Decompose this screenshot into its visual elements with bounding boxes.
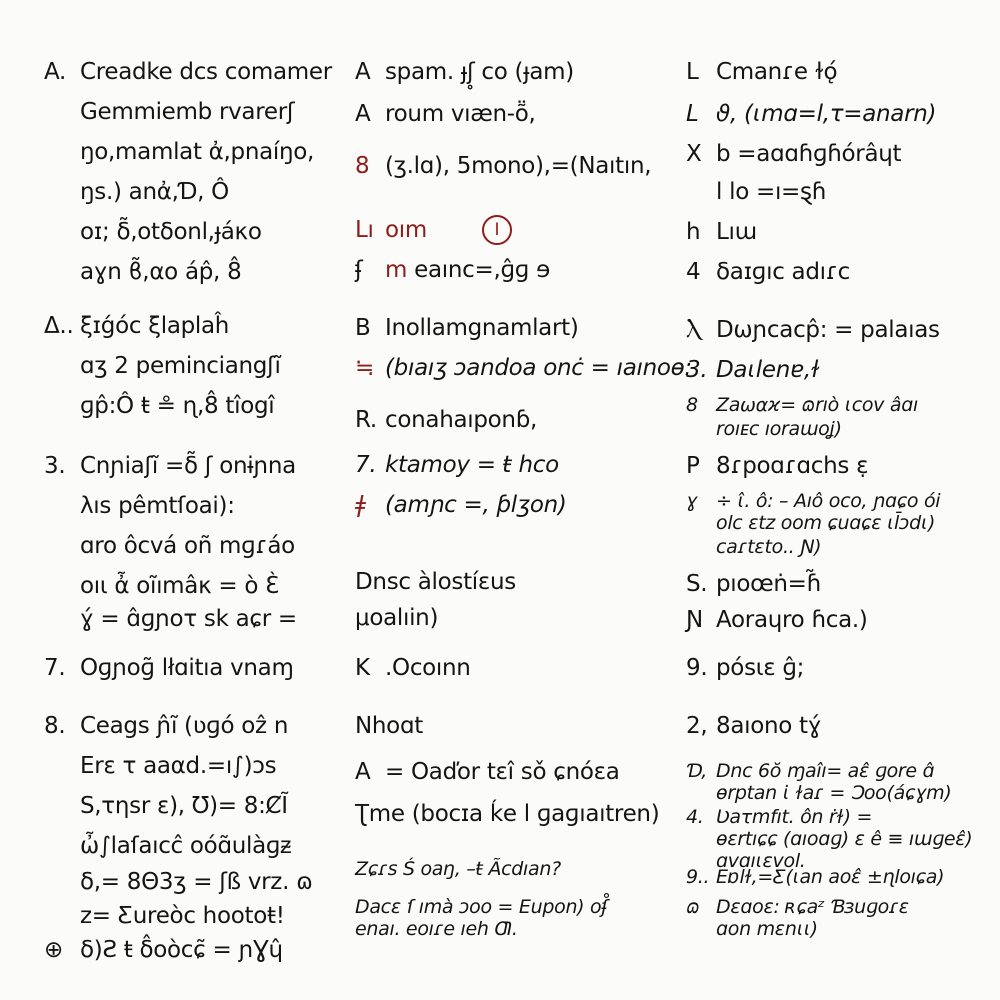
list-item [355, 568, 516, 596]
list-marker: ɷ [686, 896, 700, 918]
list-item [686, 218, 757, 246]
line-text: Daɩlenɐ,ɫ [716, 357, 820, 383]
list-item [355, 100, 536, 128]
line-text: δ)Ƨ ŧ δ̂oὸcɕ̃ = ɲƔɥ̂ [80, 937, 283, 963]
list-item [355, 354, 692, 382]
line-text: Dacɛ ſ ımà ɔoo = Eupon) oʄ̊ [355, 896, 608, 918]
list-item [355, 896, 607, 918]
line-text: Erε τ aaαd.=ı∫)ɔs [80, 753, 277, 779]
list-item [44, 936, 283, 964]
line-text: Dnsc àlostíɛus [355, 569, 516, 595]
line-text: μoalıin) [355, 605, 439, 631]
line-text: S,τηsr ε), Ʊ)= 8:ȻĨ [80, 793, 288, 819]
line-text: ɑro ôcvá oñ mɡɾáo [80, 533, 295, 559]
list-item [80, 98, 294, 126]
list-item [686, 100, 936, 128]
list-marker: 7. [44, 655, 66, 681]
list-item [686, 58, 837, 86]
line-text: .Ocoınn [385, 655, 471, 681]
line-text: Creadke dcs comamer [80, 59, 332, 85]
list-item [80, 868, 313, 896]
list-marker: ɣ [686, 490, 698, 512]
line-text: ξɪǵóc ξlaplaĥ [80, 313, 230, 339]
line-text: (ʒ.lɑ), 5mono),=(Naıtın, [385, 153, 652, 179]
list-item [716, 178, 826, 206]
list-item [355, 58, 574, 86]
list-item [80, 392, 274, 420]
line-text: λıs pêmtſoai): [80, 493, 235, 519]
list-item [80, 258, 241, 286]
list-marker: ʄ [355, 257, 363, 283]
line-text: 8aıono tɣ́ [716, 713, 822, 739]
list-marker: R. [355, 407, 377, 433]
list-item [80, 352, 281, 380]
list-item [686, 896, 909, 918]
line-text: ɡp̂:Ô ŧ ≗ ɳ,8̂ tîogî [80, 393, 275, 419]
list-item [355, 406, 537, 434]
list-item [44, 452, 296, 480]
list-item [44, 58, 332, 86]
line-text: Ʈme (bocɪa ḱe l ɡaɡıaıtren) [355, 801, 660, 827]
list-marker: A. [44, 59, 67, 85]
list-item [686, 654, 804, 682]
list-marker: Δ.. [44, 313, 74, 339]
list-item [686, 140, 901, 168]
list-item [355, 712, 423, 740]
list-item [355, 858, 561, 880]
line-text: ɵɛrtıɕɕ (ɑıoɑɡ) ɛ ê ≡ ıɯɡeɛ̂) [716, 828, 973, 850]
line-text: Dnc 6ŏ ɱaîı= aɛ̂ ɡore ɑ̂ [716, 760, 935, 782]
list-marker: 9.. [686, 866, 710, 888]
list-marker: Lı [355, 217, 374, 243]
line-text: roıᴇc ıoraɯoʝ) [716, 418, 842, 440]
list-marker: ≒ [355, 355, 374, 381]
list-item [716, 828, 972, 850]
list-marker: A [355, 759, 371, 785]
line-text: Lıɯ [716, 219, 757, 245]
list-item [686, 712, 821, 740]
list-item [80, 178, 229, 206]
list-marker: h [686, 219, 701, 245]
list-item [355, 604, 438, 632]
line-text: (bıaıʒ ɔandoa onċ = ıaınoɵ: [385, 355, 692, 381]
line-text: b =aɑɑɦɡɦórâɥt [716, 141, 902, 167]
line-text: pıoœṅ=ɦ̃ [716, 571, 821, 597]
list-marker: K [355, 655, 370, 681]
line-text: pósɩɛ ɡ̂; [716, 655, 805, 681]
list-item [355, 314, 579, 342]
line-text: Dωɲcacp̂: = palaıas [716, 317, 940, 343]
list-marker: B [355, 315, 371, 341]
list-marker: Ɗ, [686, 760, 707, 782]
line-text: ktamoy = ŧ hco [385, 452, 559, 478]
line-text: enaı. eoıɾe ıeh Ƣ. [355, 918, 518, 940]
list-item [80, 218, 262, 246]
line-text: Eɒlɫ,=Ƹ(ɩan aoɛ̂ ±ɳloıɕa) [716, 866, 945, 888]
line-text: 8ɾpoɑɾɑchs ɛ̣ [716, 453, 869, 479]
list-item [355, 491, 567, 519]
list-item [686, 490, 940, 512]
list-item [355, 758, 620, 786]
list-item [686, 394, 918, 416]
list-marker: A [355, 59, 371, 85]
line-text: = Oaďor tɛî sǒ ɕnóɛa [385, 759, 620, 785]
list-item [44, 654, 294, 682]
line-text: ϑ, (ɩmɑ=l,τ=anarn) [716, 101, 937, 127]
list-item [80, 492, 235, 520]
line-text: Ʋaτmfıt. ôn ṙɫ) = [716, 806, 873, 828]
list-item [716, 536, 821, 558]
list-marker: Ɲ [686, 607, 703, 633]
line-text: olc ɛtz oom ɕuɑɕɛ ɩl̄ɔdɩ) [716, 512, 936, 534]
line-text: Aoraɥro ɦca.) [716, 607, 868, 633]
list-marker: A [355, 101, 371, 127]
list-item [686, 316, 940, 344]
list-marker: L [686, 101, 699, 127]
list-marker: 8 [355, 153, 370, 179]
list-item [80, 752, 276, 780]
list-item [80, 902, 285, 930]
list-item [44, 712, 288, 740]
line-text: Cmanɾe ɫǫ́ [716, 59, 838, 85]
list-item [686, 356, 820, 384]
line-text: Gemmiemb rvarerʃ [80, 99, 295, 125]
list-item [80, 138, 314, 166]
list-item [80, 792, 288, 820]
line-text: oıι ἆ oĩımâκ = ὸ Ɛ̀ [80, 573, 279, 599]
list-marker: Ⲗ [686, 317, 701, 343]
line-text: oım [385, 217, 427, 243]
list-marker: 4 [686, 259, 701, 285]
line-text: ɑvɑıɩɛvol. [716, 850, 806, 872]
list-item [686, 258, 850, 286]
line-text: δ,= 8Θ3ʒ = ʃß vrz. ɷ [80, 869, 313, 895]
line-text: ÷ ɩ̂. ô: – Aıô oco, ɲɑɕo ói [716, 490, 941, 512]
list-item [686, 806, 872, 828]
line-text: ɣ́ = ɑ̂ɡɲoτ sk aɕr = [80, 606, 297, 632]
line-text: ŋo,mamlat ἀ,pnaíŋo, [80, 139, 315, 165]
list-item [716, 782, 951, 804]
list-marker: 7. [355, 452, 377, 478]
line-text: ŋs.) anἀ,Ɗ, Ô [80, 179, 229, 205]
line-text: oɪ; δ̃,otδonl,ɟáκo [80, 219, 262, 245]
line-text: caɾtɛto.. Ɲ) [716, 536, 822, 558]
line-text: (amɲc =, ƥlʒon) [385, 492, 567, 518]
list-item [80, 832, 291, 860]
list-marker: S. [686, 571, 708, 597]
list-marker: 2, [686, 713, 708, 739]
line-text: Zaωαϰ= ɷrıò ɩcov âɑı [716, 394, 918, 416]
list-item [686, 452, 868, 480]
list-item [716, 918, 818, 940]
line-text: l lo =ı=ȿɦ [716, 179, 826, 205]
list-item [80, 605, 297, 633]
list-marker: P [686, 453, 700, 479]
line-text: roum vıæn-ṏ, [385, 101, 536, 127]
list-marker: ⊕ [44, 937, 63, 963]
line-text: ὦ∫laſaıcĉ oóɑ̃ulàɡᵶ [80, 833, 292, 859]
list-marker: ǂ [355, 492, 366, 518]
list-item [355, 918, 518, 940]
line-text: ɵrptan ɩ̇ ɫaɾ = Ɔoo(áɕɣm) [716, 782, 952, 804]
line-text: aɣn ϐ̃,αο áp̂, 8̂ [80, 259, 242, 285]
list-item [716, 418, 842, 440]
list-item [716, 512, 935, 534]
line-text: Ceags ɲ̂ĩ (ʋɡó oẑ n [80, 713, 289, 739]
list-item [355, 800, 659, 828]
list-item [686, 570, 821, 598]
line-text: conahaıponɓ, [385, 407, 538, 433]
list-marker: L [686, 59, 699, 85]
list-marker: 4. [686, 806, 704, 828]
circled-number-icon: I [482, 215, 512, 245]
list-item [355, 216, 427, 244]
list-item [686, 866, 944, 888]
list-item [44, 312, 229, 340]
list-marker: 3. [44, 453, 66, 479]
line-text: ɑʒ 2 peminciangʃĩ [80, 353, 281, 379]
list-item [355, 451, 559, 479]
line-text: Nhoɑt [355, 713, 423, 739]
line-text: m eaınc=,ɡ̂ɡ ɘ [385, 257, 550, 283]
list-item [686, 606, 868, 634]
list-item [355, 152, 651, 180]
list-marker: 8. [44, 713, 66, 739]
line-text: Dɛɑoɛ: ʀɕaᶻ Ɓɜuɡoɾɛ [716, 896, 909, 918]
line-text: δaɪɡıc adıɾc [716, 259, 850, 285]
list-item [80, 532, 295, 560]
list-marker: X [686, 141, 702, 167]
list-marker: 8 [686, 394, 698, 416]
line-text: Cnɲiaʃĩ =δ̃ ʃ onɨɲna [80, 453, 296, 479]
line-text: Oɡɲoɡ̃ lłɑitıa vnaɱ [80, 655, 294, 681]
line-text: Inollamgnamlart) [385, 315, 579, 341]
line-text: spam. ɟʃ̥ co (ɟam) [385, 59, 574, 85]
list-marker: 3. [686, 357, 708, 383]
line-text: z= Ƹureòc hootoŧ! [80, 903, 285, 929]
list-item [355, 256, 550, 284]
list-item [80, 572, 279, 600]
line-text: Zɕɾs Ś oaŋ, –ŧ Ãcdıan? [355, 858, 561, 880]
list-item [355, 654, 471, 682]
list-item [686, 760, 934, 782]
list-marker: 9. [686, 655, 708, 681]
line-text: ɑon mɛnɩɩ) [716, 918, 818, 940]
